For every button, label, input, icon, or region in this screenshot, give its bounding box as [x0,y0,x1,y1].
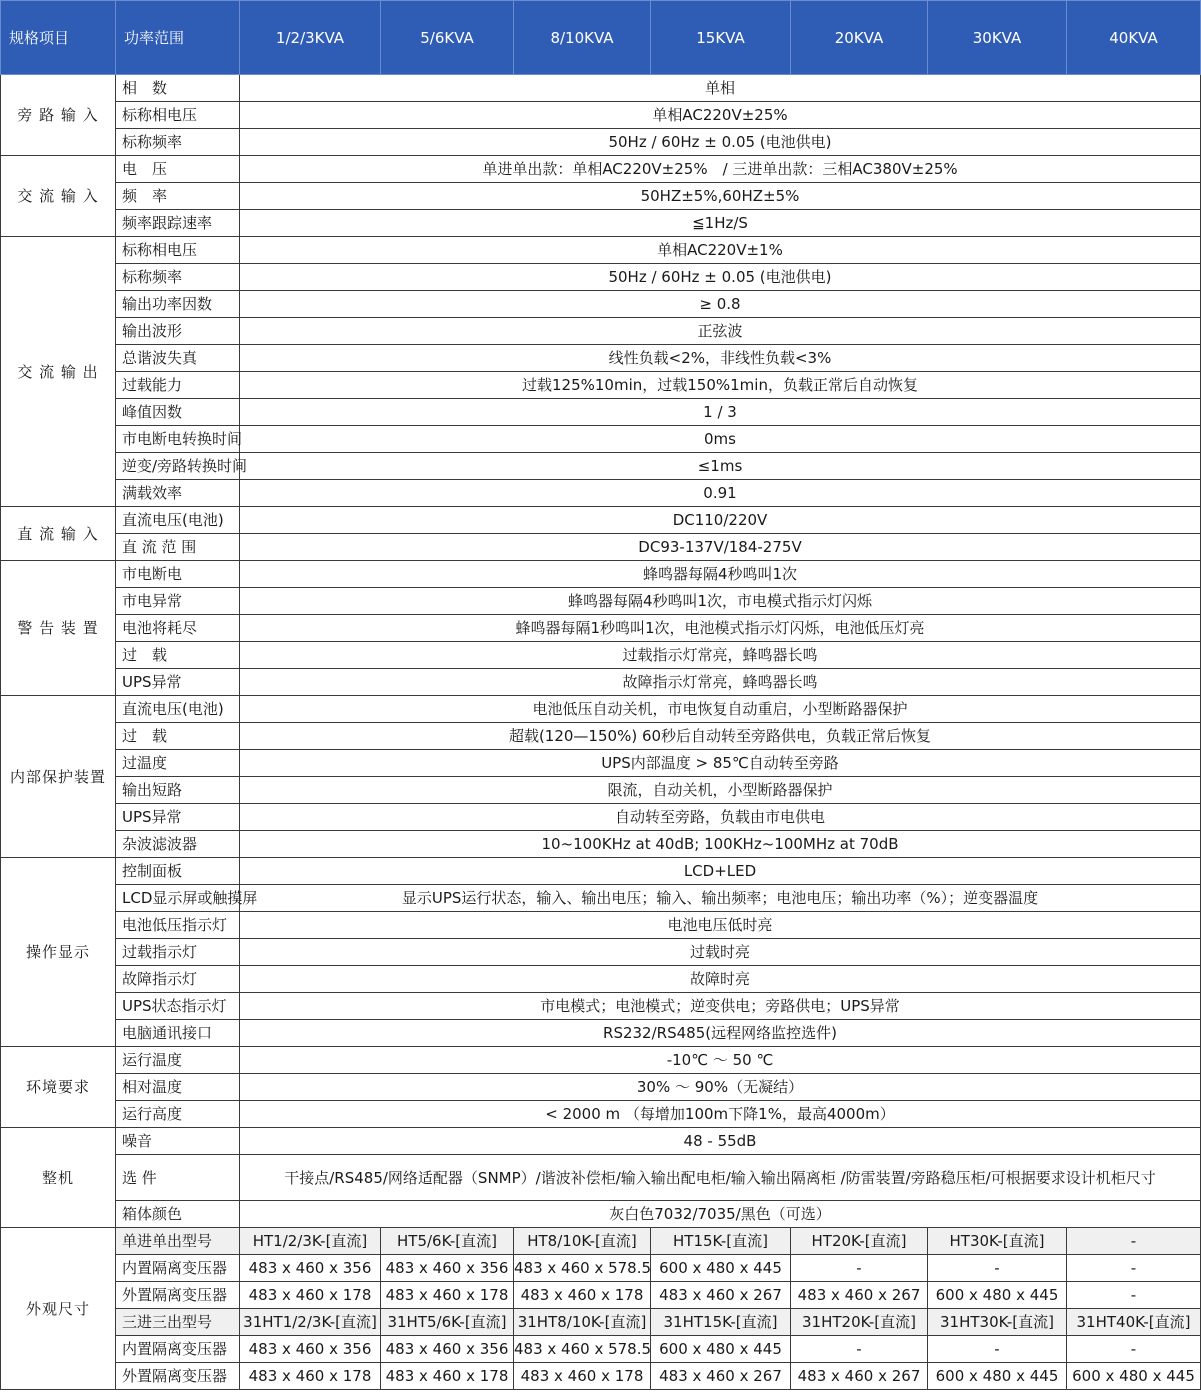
param-value: UPS内部温度 > 85℃自动转至旁路 [240,750,1201,777]
param-label: 内置隔离变压器 [116,1336,240,1363]
spec-row [1,966,1201,993]
header-model: 5/6KVA [381,1,514,75]
param-label: UPS状态指示灯 [116,993,240,1020]
model-cell: 31HT30K-[直流] [928,1309,1067,1336]
param-label: 电池低压指示灯 [116,912,240,939]
model-cell: 31HT20K-[直流] [791,1309,928,1336]
dimension-cell: - [928,1336,1067,1363]
param-value: 单相 [240,75,1201,102]
param-label: 过载能力 [116,372,240,399]
spec-row [1,399,1201,426]
dimension-row [1,1363,1201,1390]
param-label: 外置隔离变压器 [116,1282,240,1309]
header-spec-item: 规格项目 [1,1,116,75]
spec-row [1,1020,1201,1047]
param-label: 标称相电压 [116,237,240,264]
spec-row [1,858,1201,885]
group-label: 警 告 装 置 [1,561,116,696]
group-label: 外观尺寸 [1,1228,116,1390]
spec-row [1,1047,1201,1074]
param-value: 48 - 55dB [240,1128,1201,1155]
spec-row [1,777,1201,804]
spec-table-body [1,1,1201,1390]
param-value: 蜂鸣器每隔4秒鸣叫1次，市电模式指示灯闪烁 [240,588,1201,615]
dimension-row [1,1255,1201,1282]
spec-row [1,588,1201,615]
param-label: 标称频率 [116,129,240,156]
param-label: 外置隔离变压器 [116,1363,240,1390]
param-label: 过温度 [116,750,240,777]
dimension-cell: 483 x 460 x 578.5 [514,1255,651,1282]
spec-row [1,480,1201,507]
spec-row [1,642,1201,669]
param-value: LCD+LED [240,858,1201,885]
param-label: 相对温度 [116,1074,240,1101]
dimension-cell: 483 x 460 x 267 [651,1363,791,1390]
param-label: 内置隔离变压器 [116,1255,240,1282]
param-value: ≦1Hz/S [240,210,1201,237]
param-label: 标称频率 [116,264,240,291]
model-cell: HT1/2/3K-[直流] [240,1228,381,1255]
param-value: 市电模式；电池模式；逆变供电；旁路供电；UPS异常 [240,993,1201,1020]
spec-row [1,939,1201,966]
param-value: 50Hz / 60Hz ± 0.05 (电池供电) [240,129,1201,156]
param-value: 电池低压自动关机，市电恢复自动重启，小型断路器保护 [240,696,1201,723]
param-value: DC110/220V [240,507,1201,534]
param-label: 市电断电 [116,561,240,588]
param-label: 直流电压(电池) [116,696,240,723]
group-label: 操作显示 [1,858,116,1047]
param-label: 控制面板 [116,858,240,885]
dimension-cell: 600 x 480 x 445 [651,1336,791,1363]
param-value: 50Hz / 60Hz ± 0.05 (电池供电) [240,264,1201,291]
spec-row [1,372,1201,399]
model-row [1,1228,1201,1255]
spec-row [1,1101,1201,1128]
header-model: 20KVA [791,1,928,75]
spec-row [1,156,1201,183]
param-value: 故障时亮 [240,966,1201,993]
param-value: 正弦波 [240,318,1201,345]
spec-row [1,183,1201,210]
param-label: UPS异常 [116,804,240,831]
param-value: ≥ 0.8 [240,291,1201,318]
param-value: 过载125%10min，过载150%1min，负载正常后自动恢复 [240,372,1201,399]
model-cell: HT20K-[直流] [791,1228,928,1255]
header-model: 8/10KVA [514,1,651,75]
dimension-row [1,1336,1201,1363]
dimension-cell: 600 x 480 x 445 [1067,1363,1201,1390]
param-label: 频 率 [116,183,240,210]
model-cell: HT8/10K-[直流] [514,1228,651,1255]
param-label: 选 件 [116,1155,240,1201]
param-value: 蜂鸣器每隔1秒鸣叫1次，电池模式指示灯闪烁，电池低压灯亮 [240,615,1201,642]
dimension-cell: - [928,1255,1067,1282]
model-cell: 31HT40K-[直流] [1067,1309,1201,1336]
model-row [1,1309,1201,1336]
dimension-cell: - [791,1255,928,1282]
spec-row [1,291,1201,318]
dimension-row [1,1282,1201,1309]
param-value: 灰白色7032/7035/黑色（可选） [240,1201,1201,1228]
dimension-cell: 483 x 460 x 356 [381,1336,514,1363]
param-label: 三进三出型号 [116,1309,240,1336]
param-label: 相 数 [116,75,240,102]
param-value: 单相AC220V±25% [240,102,1201,129]
spec-row [1,885,1201,912]
param-value: ≤1ms [240,453,1201,480]
param-value: 蜂鸣器每隔4秒鸣叫1次 [240,561,1201,588]
dimension-cell: 600 x 480 x 445 [928,1363,1067,1390]
spec-row [1,453,1201,480]
model-cell: HT5/6K-[直流] [381,1228,514,1255]
param-label: 输出短路 [116,777,240,804]
spec-row [1,696,1201,723]
spec-row [1,507,1201,534]
param-label: 逆变/旁路转换时间 [116,453,240,480]
param-label: 过 载 [116,723,240,750]
model-cell: 31HT1/2/3K-[直流] [240,1309,381,1336]
dimension-cell: - [791,1336,928,1363]
spec-row [1,129,1201,156]
dimension-cell: 483 x 460 x 178 [514,1363,651,1390]
dimension-cell: 483 x 460 x 267 [651,1282,791,1309]
dimension-cell: - [1067,1282,1201,1309]
param-label: 市电断电转换时间 [116,426,240,453]
param-value: -10℃ ～ 50 ℃ [240,1047,1201,1074]
spec-row [1,912,1201,939]
param-value: 显示UPS运行状态，输入、输出电压；输入、输出频率；电池电压；输出功率（%）；逆变器温度 [240,885,1201,912]
model-cell: 31HT5/6K-[直流] [381,1309,514,1336]
param-value: 单相AC220V±1% [240,237,1201,264]
param-label: 电池将耗尽 [116,615,240,642]
param-value: 单进单出款：单相AC220V±25% / 三进单出款：三相AC380V±25% [240,156,1201,183]
param-label: 杂波滤波器 [116,831,240,858]
header-model: 1/2/3KVA [240,1,381,75]
param-label: 过 载 [116,642,240,669]
dimension-cell: - [1067,1336,1201,1363]
model-cell: 31HT15K-[直流] [651,1309,791,1336]
spec-row [1,1155,1201,1201]
group-label: 旁 路 输 入 [1,75,116,156]
param-value: 超载(120—150%) 60秒后自动转至旁路供电，负载正常后恢复 [240,723,1201,750]
spec-row [1,750,1201,777]
param-value: 自动转至旁路，负载由市电供电 [240,804,1201,831]
param-value: 0.91 [240,480,1201,507]
param-label: 满载效率 [116,480,240,507]
spec-row [1,102,1201,129]
dimension-cell: 483 x 460 x 356 [240,1255,381,1282]
header-model: 15KVA [651,1,791,75]
param-value: 30% ～ 90%（无凝结） [240,1074,1201,1101]
param-label: 故障指示灯 [116,966,240,993]
param-value: 50HZ±5%,60HZ±5% [240,183,1201,210]
dimension-cell: 483 x 460 x 578.5 [514,1336,651,1363]
spec-row [1,993,1201,1020]
param-value: DC93-137V/184-275V [240,534,1201,561]
param-label: 输出功率因数 [116,291,240,318]
spec-row [1,615,1201,642]
group-label: 交 流 输 出 [1,237,116,507]
param-value: 电池电压低时亮 [240,912,1201,939]
dimension-cell: 483 x 460 x 178 [240,1363,381,1390]
group-label: 环境要求 [1,1047,116,1128]
param-label: 直 流 范 围 [116,534,240,561]
model-cell: 31HT8/10K-[直流] [514,1309,651,1336]
spec-row [1,345,1201,372]
param-value: 线性负载<2%，非线性负载<3% [240,345,1201,372]
header-model: 40KVA [1067,1,1201,75]
dimension-cell: 600 x 480 x 445 [928,1282,1067,1309]
dimension-cell: 483 x 460 x 267 [791,1363,928,1390]
param-label: 直流电压(电池) [116,507,240,534]
spec-row [1,1128,1201,1155]
dimension-cell: 483 x 460 x 178 [381,1282,514,1309]
param-value: 过载时亮 [240,939,1201,966]
spec-row [1,669,1201,696]
header-row [1,1,1201,75]
param-label: 频率跟踪速率 [116,210,240,237]
spec-row [1,264,1201,291]
spec-row [1,237,1201,264]
param-label: UPS异常 [116,669,240,696]
spec-row [1,1074,1201,1101]
param-value: 干接点/RS485/网络适配器（SNMP）/谐波补偿柜/输入输出配电柜/输入输出隔离柜 /防雷装置/旁路稳压柜/可根据要求设计机柜尺寸 [240,1155,1201,1201]
spec-row [1,426,1201,453]
model-cell: - [1067,1228,1201,1255]
header-power-range: 功率范围 [116,1,240,75]
param-label: LCD显示屏或触摸屏 [116,885,240,912]
param-label: 峰值因数 [116,399,240,426]
header-model: 30KVA [928,1,1067,75]
param-label: 电 压 [116,156,240,183]
param-label: 电脑通讯接口 [116,1020,240,1047]
param-label: 总谐波失真 [116,345,240,372]
group-label: 内部保护装置 [1,696,116,858]
spec-row [1,561,1201,588]
param-label: 市电异常 [116,588,240,615]
dimension-cell: - [1067,1255,1201,1282]
param-value: 过载指示灯常亮，蜂鸣器长鸣 [240,642,1201,669]
dimension-cell: 483 x 460 x 267 [791,1282,928,1309]
model-cell: HT30K-[直流] [928,1228,1067,1255]
param-value: 10~100KHz at 40dB; 100KHz~100MHz at 70dB [240,831,1201,858]
dimension-cell: 483 x 460 x 178 [381,1363,514,1390]
spec-row [1,534,1201,561]
param-label: 噪音 [116,1128,240,1155]
param-label: 箱体颜色 [116,1201,240,1228]
spec-row [1,831,1201,858]
param-label: 过载指示灯 [116,939,240,966]
param-label: 运行温度 [116,1047,240,1074]
param-label: 输出波形 [116,318,240,345]
dimension-cell: 483 x 460 x 178 [240,1282,381,1309]
param-value: 限流，自动关机，小型断路器保护 [240,777,1201,804]
spec-row [1,1201,1201,1228]
group-label: 直 流 输 入 [1,507,116,561]
param-value: 故障指示灯常亮，蜂鸣器长鸣 [240,669,1201,696]
spec-row [1,210,1201,237]
dimension-cell: 483 x 460 x 178 [514,1282,651,1309]
param-value: 0ms [240,426,1201,453]
param-label: 运行高度 [116,1101,240,1128]
spec-row [1,318,1201,345]
model-cell: HT15K-[直流] [651,1228,791,1255]
dimension-cell: 483 x 460 x 356 [381,1255,514,1282]
spec-row [1,75,1201,102]
param-value: < 2000 m （每增加100m下降1%，最高4000m） [240,1101,1201,1128]
spec-row [1,723,1201,750]
param-value: RS232/RS485(远程网络监控选件) [240,1020,1201,1047]
dimension-cell: 600 x 480 x 445 [651,1255,791,1282]
param-value: 1 / 3 [240,399,1201,426]
dimension-cell: 483 x 460 x 356 [240,1336,381,1363]
param-label: 单进单出型号 [116,1228,240,1255]
group-label: 整机 [1,1128,116,1228]
param-label: 标称相电压 [116,102,240,129]
spec-row [1,804,1201,831]
group-label: 交 流 输 入 [1,156,116,237]
